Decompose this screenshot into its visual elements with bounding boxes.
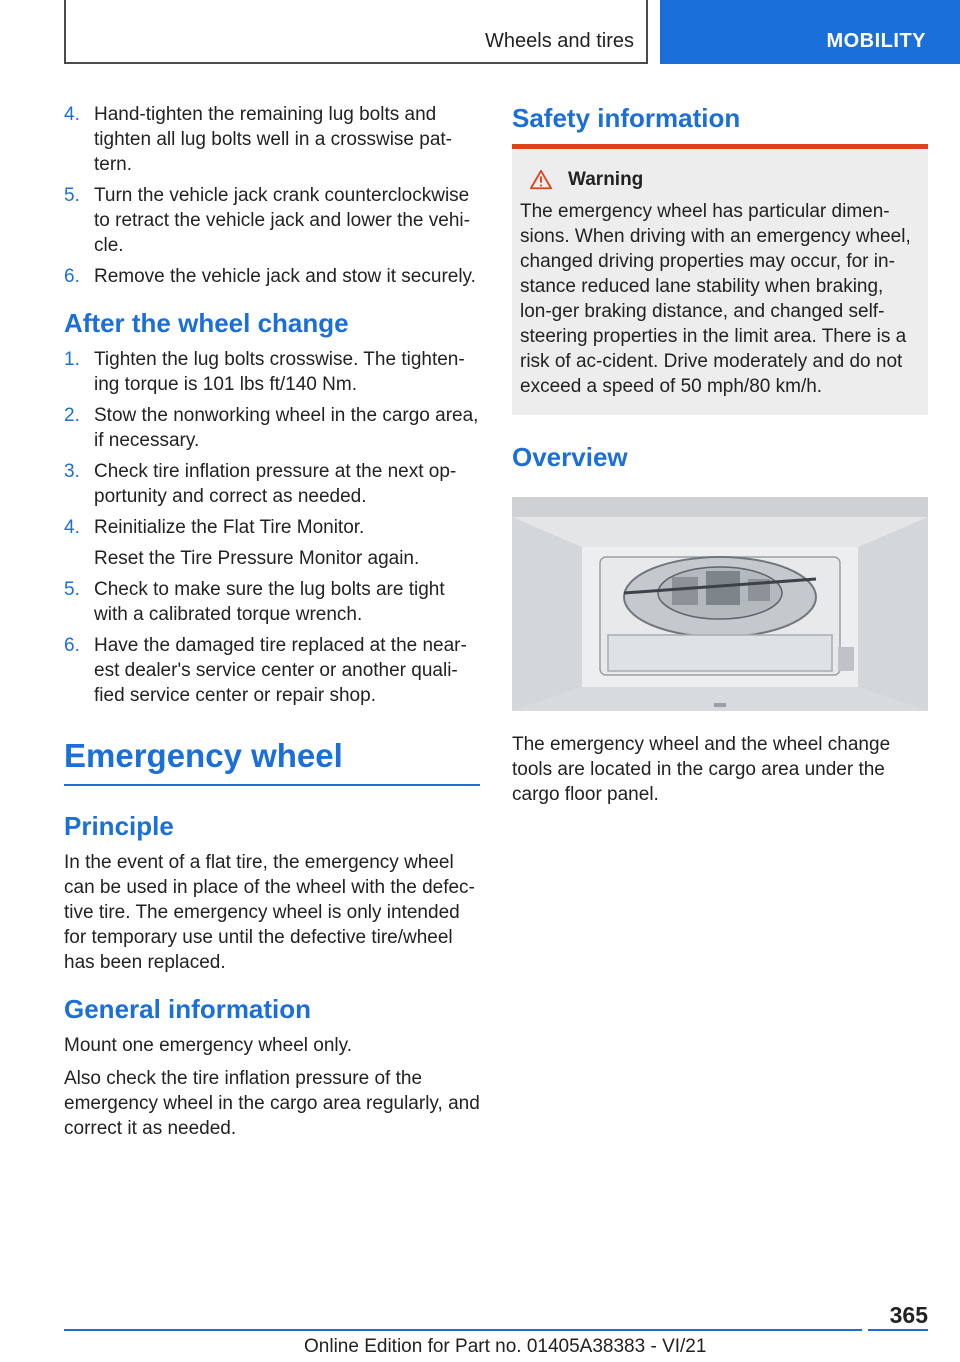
step-number: 4.: [64, 517, 80, 538]
step-text: Remove the vehicle jack and stow it securely.: [94, 266, 476, 287]
cargo-area-illustration: [512, 497, 928, 711]
step-text: Hand-tighten the remaining lug bolts and tighten all lug bolts well in a crosswise pat‐tern.: [94, 104, 453, 175]
footer-divider-right: [868, 1329, 928, 1331]
list-item: [64, 264, 480, 289]
step-number: 4.: [64, 104, 80, 125]
warning-triangle-icon: [530, 169, 552, 191]
after-wheel-change-heading: After the wheel change: [64, 308, 349, 338]
list-item: [64, 577, 480, 627]
section-tab: [660, 0, 960, 64]
emergency-wheel-heading: Emergency wheel: [64, 734, 480, 786]
chapter-title: Wheels and tires: [485, 30, 634, 52]
step-number: 2.: [64, 405, 80, 426]
principle-heading: Principle: [64, 811, 174, 841]
step-number: 5.: [64, 185, 80, 206]
step-text: [94, 515, 480, 571]
step-text: Check to make sure the lug bolts are tight with a calibrated torque wrench.: [94, 579, 445, 625]
step-number: 5.: [64, 579, 80, 600]
step-text: Stow the nonworking wheel in the cargo area, if necessary.: [94, 405, 479, 451]
step-text: Have the damaged tire replaced at the near‐est dealer's service center or another quali‐fied service center or repair shop.: [94, 635, 467, 706]
general-text-1: Mount one emergency wheel only.: [64, 1035, 352, 1056]
footer-divider: [64, 1329, 862, 1331]
general-information-heading: General information: [64, 994, 312, 1024]
header-tab: [64, 0, 648, 64]
general-text-2: Also check the tire inflation pressure of the emergency wheel in the cargo area regularly, and correct it as needed.: [64, 1068, 480, 1139]
principle-text: In the event of a flat tire, the emergency wheel can be used in place of the wheel with the defec‐tive tire. The emergency wheel is only intended for temporary use until the defective tire/wheel has been replaced.: [64, 852, 475, 973]
warning-label: Warning: [568, 169, 644, 190]
steps-list-a: [64, 102, 480, 289]
warning-header: [530, 169, 920, 191]
list-item: [64, 515, 480, 571]
step-text: Tighten the lug bolts crosswise. The tighten‐ing torque is 101 lbs ft/140 Nm.: [94, 349, 465, 395]
step-number: 3.: [64, 461, 80, 482]
safety-information-heading: Safety information: [512, 103, 741, 133]
step-number: 6.: [64, 635, 80, 656]
list-item: [64, 459, 480, 509]
step-number: 1.: [64, 349, 80, 370]
steps-list-b: [64, 347, 480, 708]
page-number: 365: [889, 1302, 928, 1328]
warning-box: [512, 144, 928, 415]
section-label: MOBILITY: [826, 30, 926, 52]
overview-heading: Overview: [512, 442, 628, 472]
list-item: [64, 347, 480, 397]
list-item: [64, 183, 480, 258]
overview-text: The emergency wheel and the wheel change tools are located in the cargo area under the cargo floor panel.: [512, 734, 891, 805]
list-item: [64, 102, 480, 177]
list-item: [64, 633, 480, 708]
left-column: [64, 102, 480, 1149]
step-text: Check tire inflation pressure at the next op‐portunity and correct as needed.: [94, 461, 457, 507]
step-main-text: Reinitialize the Flat Tire Monitor.: [94, 517, 365, 538]
footer-edition-text: Online Edition for Part no. 01405A38383 - VI/21: [304, 1336, 707, 1357]
step-text: Turn the vehicle jack crank counterclockwise to retract the vehicle jack and lower the vehi‐cle.: [94, 185, 470, 256]
step-number: 6.: [64, 266, 80, 287]
list-item: [64, 403, 480, 453]
step-extra-text: Reset the Tire Pressure Monitor again.: [94, 548, 420, 569]
warning-text: The emergency wheel has particular dimen‐sions. When driving with an emergency wheel, changed driving properties may occur, for in‐stance reduced lane stability when braking, lon‐ger braking distance, and changed self-steering properties in the limit area. There is a risk of ac‐cident. Drive moderately and do not exceed a speed of 50 mph/80 km/h.: [520, 201, 911, 397]
right-column: [512, 102, 928, 815]
